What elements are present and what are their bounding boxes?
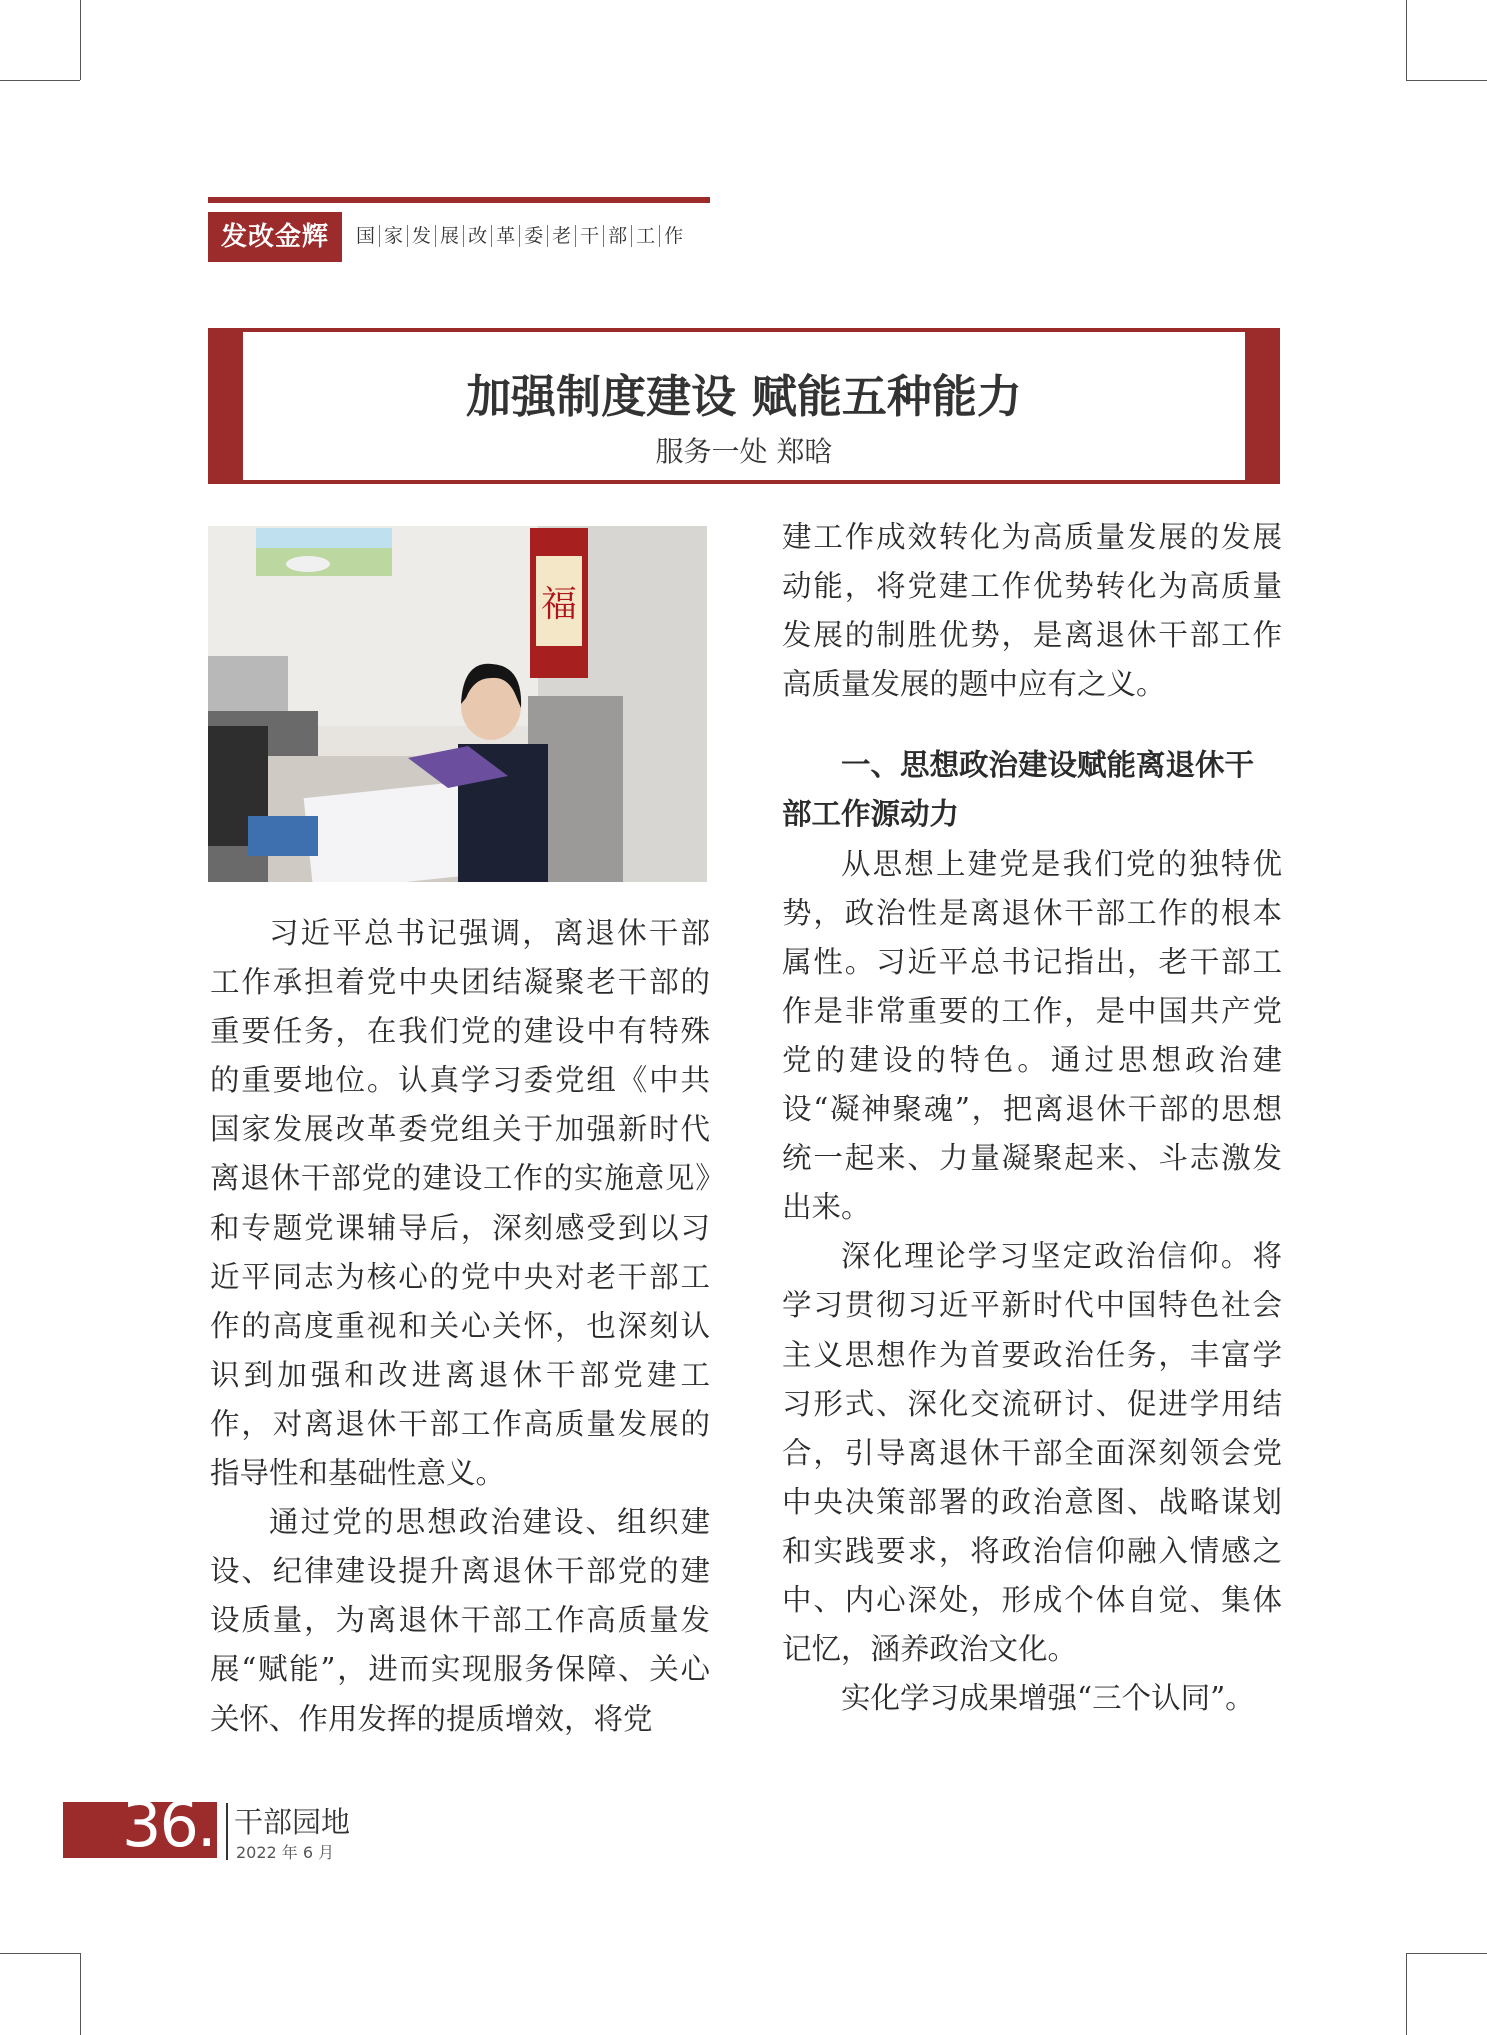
header-rule [208,197,710,203]
subtitle-char: 委 [520,225,548,247]
subtitle-char: 部 [604,225,632,247]
crop-mark [1406,1953,1407,2035]
right-column [782,513,1282,1723]
subtitle-char: 作 [664,225,684,247]
section-heading: 一、思想政治建设赋能离退休干部工作源动力 [782,748,1255,832]
subtitle-char: 干 [576,225,604,247]
subtitle-char: 工 [632,225,660,247]
footer-divider [226,1803,228,1860]
subtitle-char: 国 [352,225,380,247]
paragraph: 通过党的思想政治建设、组织建设、纪律建设提升离退休干部党的建设质量，为离退休干部工作高质量发展“赋能”，进而实现服务保障、关心关怀、作用发挥的提质增效，将党 [210,1505,710,1736]
page-number: 36. [122,1788,215,1861]
publication-title: 干部园地 [234,1805,351,1839]
article-title: 加强制度建设 赋能五种能力 [466,370,1022,423]
crop-mark [80,0,81,80]
subtitle-char: 改 [464,225,492,247]
article-photo [208,526,707,882]
issue-date: 2022 年 6 月 [236,1843,335,1862]
subtitle-char: 发 [408,225,436,247]
title-box [208,328,1280,484]
paragraph: 深化理论学习坚定政治信仰。将学习贯彻习近平新时代中国特色社会主义思想作为首要政治任务，丰富学习形式、深化交流研讨、促进学用结合，引导离退休干部全面深刻领会党中央决策部署的政治意图、战略谋划和实践要求，将政治信仰融入情感之中、内心深处，形成个体自觉、集体记忆，涵养政治文化。 [782,1239,1282,1667]
paragraph: 习近平总书记强调，离退休干部工作承担着党中央团结凝聚老干部的重要任务，在我们党的建设中有特殊的重要地位。认真学习委党组《中共国家发展改革委党组关于加强新时代离退休干部党的建设工作的实施意见》和专题党课辅导后，深刻感受到以习近平同志为核心的党中央对老干部工作的高度重视和关心关怀，也深刻认识到加强和改进离退休干部党建工作，对离退休干部工作高质量发展的指导性和基础性意义。 [210,916,710,1491]
subtitle-char: 家 [380,225,408,247]
crop-mark [0,1953,80,1954]
paragraph: 实化学习成果增强“三个认同”。 [841,1681,1255,1716]
crop-mark [0,80,80,81]
subtitle-char: 展 [436,225,464,247]
subtitle-char: 老 [548,225,576,247]
column-subtitle [352,225,687,247]
crop-mark [1406,0,1407,80]
subtitle-char: 革 [492,225,520,247]
crop-mark [80,1953,81,2035]
paragraph-continuation: 建工作成效转化为高质量发展的发展动能，将党建工作优势转化为高质量发展的制胜优势，是离退休干部工作高质量发展的题中应有之义。 [782,520,1282,702]
crop-mark [1406,1953,1487,1954]
title-inner [243,332,1245,480]
brand-logo: 发改金辉 [208,212,342,262]
crop-mark [1406,80,1487,81]
office-photo-illustration [208,526,707,882]
paragraph: 从思想上建党是我们党的独特优势，政治性是离退休干部工作的根本属性。习近平总书记指出，老干部工作是非常重要的工作，是中国共产党党的建设的特色。通过思想政治建设“凝神聚魂”，把离退休干部的思想统一起来、力量凝聚起来、斗志激发出来。 [782,846,1282,1225]
left-column [210,909,710,1744]
fu-character: 福 [540,584,578,625]
article-author: 服务一处 郑晗 [655,435,833,468]
